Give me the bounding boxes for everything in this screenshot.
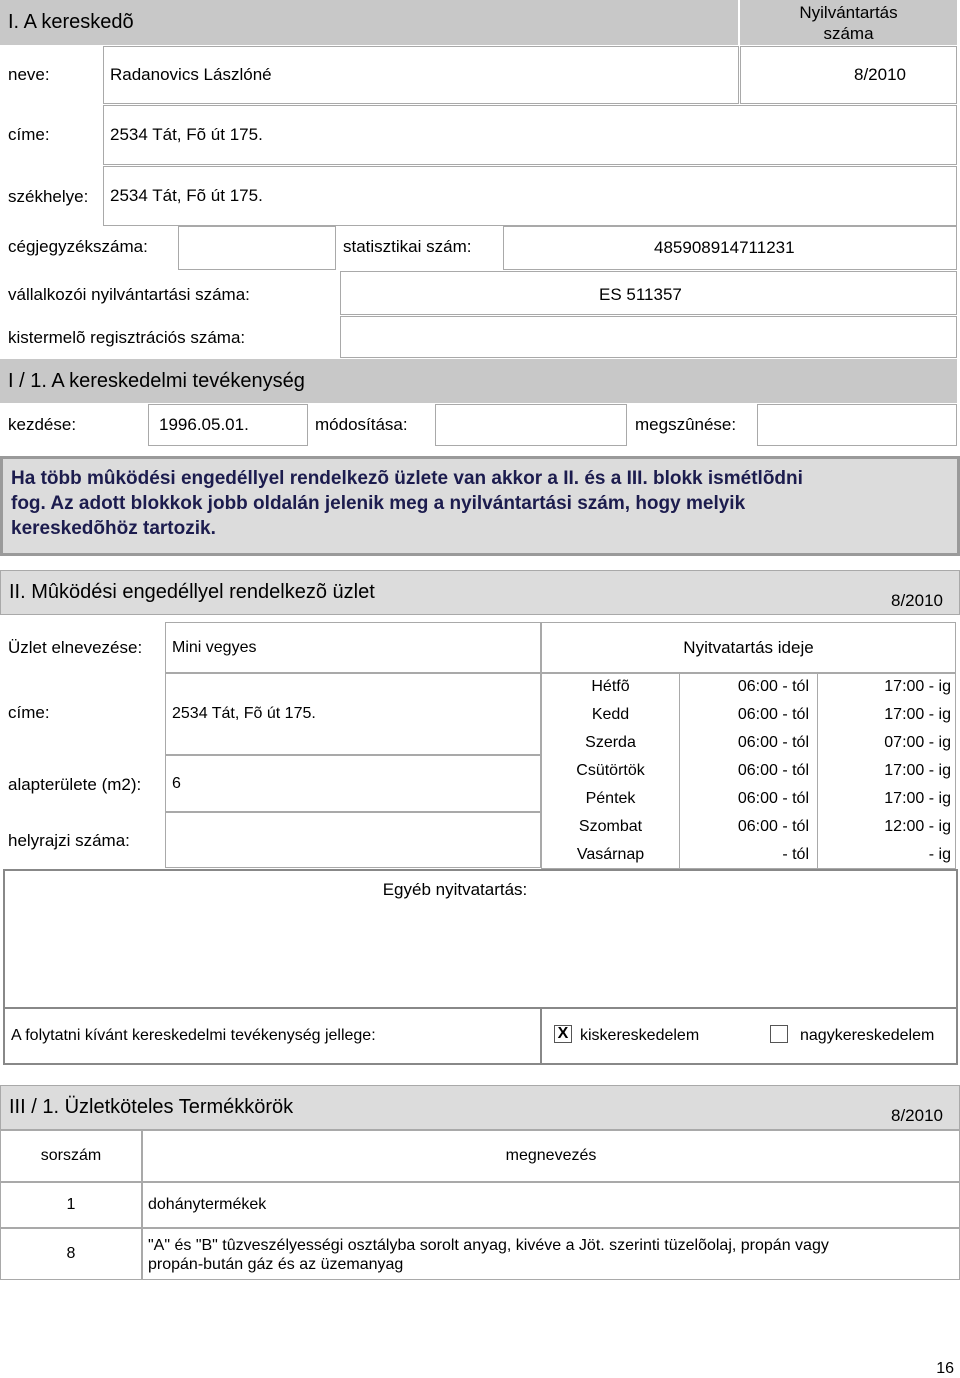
- activity-options: [540, 1009, 956, 1063]
- entrepreneur-reg-value: ES 511357: [599, 285, 682, 304]
- notice-line-3: kereskedõhöz tartozik.: [11, 518, 216, 539]
- stat-number-label: statisztikai szám:: [343, 237, 472, 256]
- wholesale-checkbox[interactable]: [770, 1025, 788, 1043]
- hours-day: Péntek: [585, 790, 636, 807]
- shop-name-value: Mini vegyes: [172, 638, 257, 656]
- hours-to: 12:00 - ig: [884, 818, 951, 835]
- hours-from: 06:00 - tól: [737, 678, 809, 695]
- shop-address-value: 2534 Tát, Fõ út 175.: [172, 705, 316, 722]
- registry-number-field: [740, 46, 957, 104]
- hours-day: Hétfõ: [591, 678, 630, 695]
- registry-number-value: 8/2010: [854, 65, 906, 84]
- plot-number-field: [165, 812, 541, 868]
- shop-address-label: címe:: [8, 703, 50, 722]
- product-row-num: [0, 1228, 142, 1280]
- modify-date-field: [435, 404, 627, 446]
- trader-address-field: [103, 105, 957, 165]
- hours-day: Szombat: [578, 818, 643, 835]
- stat-number-field: [503, 226, 957, 270]
- hours-from: 06:00 - tól: [737, 790, 809, 807]
- shop-area-value: 6: [172, 774, 181, 792]
- activity-type-label: A folytatni kívánt kereskedelmi tevékenység jellege:: [11, 1027, 376, 1044]
- registry-number-header: [740, 0, 957, 45]
- opening-hours-header: [541, 622, 956, 673]
- notice-box: [0, 456, 960, 556]
- product-name-line2: propán-bután gáz és az üzemanyag: [148, 1256, 404, 1273]
- wholesale-label: nagykereskedelem: [800, 1027, 935, 1044]
- product-name: dohánytermékek: [148, 1196, 267, 1213]
- trader-address-value: 2534 Tát, Fõ út 175.: [110, 125, 263, 144]
- retail-checkbox[interactable]: X: [554, 1025, 572, 1043]
- end-date-field: [757, 404, 957, 446]
- hours-from: - tól: [782, 846, 809, 863]
- other-hours-box: [3, 869, 958, 1009]
- opening-hours-table: [541, 673, 956, 869]
- hours-day: Csütörtök: [576, 762, 645, 779]
- hours-to: - ig: [928, 846, 951, 863]
- col-name-label: megnevezés: [505, 1147, 597, 1164]
- section-2-title: II. Mûködési engedéllyel rendelkezõ üzlet: [9, 581, 375, 603]
- shop-area-label: alapterülete (m2):: [8, 775, 142, 794]
- hours-from: 06:00 - tól: [737, 818, 809, 835]
- registry-label-line1: Nyilvántartás: [799, 3, 898, 22]
- section-1-header: [0, 0, 738, 45]
- trader-seat-value: 2534 Tát, Fõ út 175.: [110, 186, 263, 205]
- hours-day: Kedd: [591, 706, 630, 723]
- trader-address-label: címe:: [8, 125, 50, 144]
- hours-from: 06:00 - tól: [737, 706, 809, 723]
- product-row-name: [142, 1182, 960, 1228]
- hours-day: Vasárnap: [576, 846, 645, 863]
- notice-line-1: Ha több mûködési engedéllyel rendelkezõ üzlete van akkor a II. és a III. blokk ismétlõdni: [11, 468, 803, 489]
- company-reg-field: [178, 226, 336, 270]
- start-date-field: [148, 404, 308, 446]
- shop-address-field: [165, 673, 541, 755]
- products-col-name: [142, 1130, 960, 1182]
- hours-to: 07:00 - ig: [884, 734, 951, 751]
- modify-date-label: módosítása:: [315, 415, 408, 434]
- end-date-label: megszûnése:: [635, 415, 737, 434]
- hours-to: 17:00 - ig: [884, 678, 951, 695]
- trader-seat-label: székhelye:: [8, 187, 89, 206]
- product-row-num: [0, 1182, 142, 1228]
- product-row-name: [142, 1228, 960, 1280]
- page-number: 16: [936, 1360, 954, 1377]
- trader-name-field: [103, 46, 739, 104]
- notice-line-2: fog. Az adott blokkok jobb oldalán jelenik meg a nyilvántartási szám, hogy melyik: [11, 493, 746, 514]
- product-num: 8: [66, 1245, 76, 1262]
- product-name-line1: "A" és "B" tûzveszélyességi osztályba sorolt anyag, kivéve a Jöt. szerinti tüzelõolaj, propán vagy: [148, 1237, 829, 1254]
- products-col-num: [0, 1130, 142, 1182]
- trader-name-label: neve:: [8, 65, 50, 84]
- other-hours-label: Egyéb nyitvatartás:: [382, 880, 528, 899]
- stat-number-value: 485908914711231: [654, 238, 795, 257]
- entrepreneur-reg-label: vállalkozói nyilvántartási száma:: [8, 285, 250, 304]
- hours-to: 17:00 - ig: [884, 706, 951, 723]
- company-reg-label: cégjegyzékszáma:: [8, 237, 148, 256]
- section-3-reg-number: 8/2010: [891, 1105, 943, 1125]
- trader-name-value: Radanovics Lászlóné: [110, 65, 272, 84]
- hours-from: 06:00 - tól: [737, 762, 809, 779]
- registry-label-line2: száma: [823, 24, 874, 43]
- section-1-1-header: [0, 359, 957, 403]
- shop-name-label: Üzlet elnevezése:: [8, 638, 143, 657]
- section-1-1-title: I / 1. A kereskedelmi tevékenység: [8, 369, 305, 392]
- hours-to: 17:00 - ig: [884, 790, 951, 807]
- retail-label: kiskereskedelem: [580, 1027, 700, 1044]
- hours-day: Szerda: [585, 734, 636, 751]
- smallholder-reg-label: kistermelõ regisztrációs száma:: [8, 328, 246, 347]
- start-date-value: 1996.05.01.: [159, 415, 249, 434]
- section-3-header: [0, 1085, 960, 1130]
- section-1-title: I. A kereskedõ: [8, 11, 134, 33]
- opening-hours-label: Nyitvatartás ideje: [683, 637, 814, 657]
- section-2-reg-number: 8/2010: [891, 590, 943, 610]
- col-num-label: sorszám: [40, 1147, 102, 1164]
- plot-number-label: helyrajzi száma:: [8, 831, 130, 850]
- start-date-label: kezdése:: [8, 415, 77, 434]
- entrepreneur-reg-field: [340, 271, 957, 315]
- shop-area-field: [165, 755, 541, 812]
- section-2-header: [0, 570, 960, 615]
- hours-to: 17:00 - ig: [884, 762, 951, 779]
- section-3-title: III / 1. Üzletköteles Termékkörök: [9, 1096, 294, 1118]
- shop-name-field: [165, 622, 541, 673]
- hours-from: 06:00 - tól: [737, 734, 809, 751]
- trader-seat-field: [103, 166, 957, 226]
- product-num: 1: [66, 1196, 76, 1213]
- smallholder-reg-field: [340, 316, 957, 358]
- activity-type-row: [3, 1009, 958, 1065]
